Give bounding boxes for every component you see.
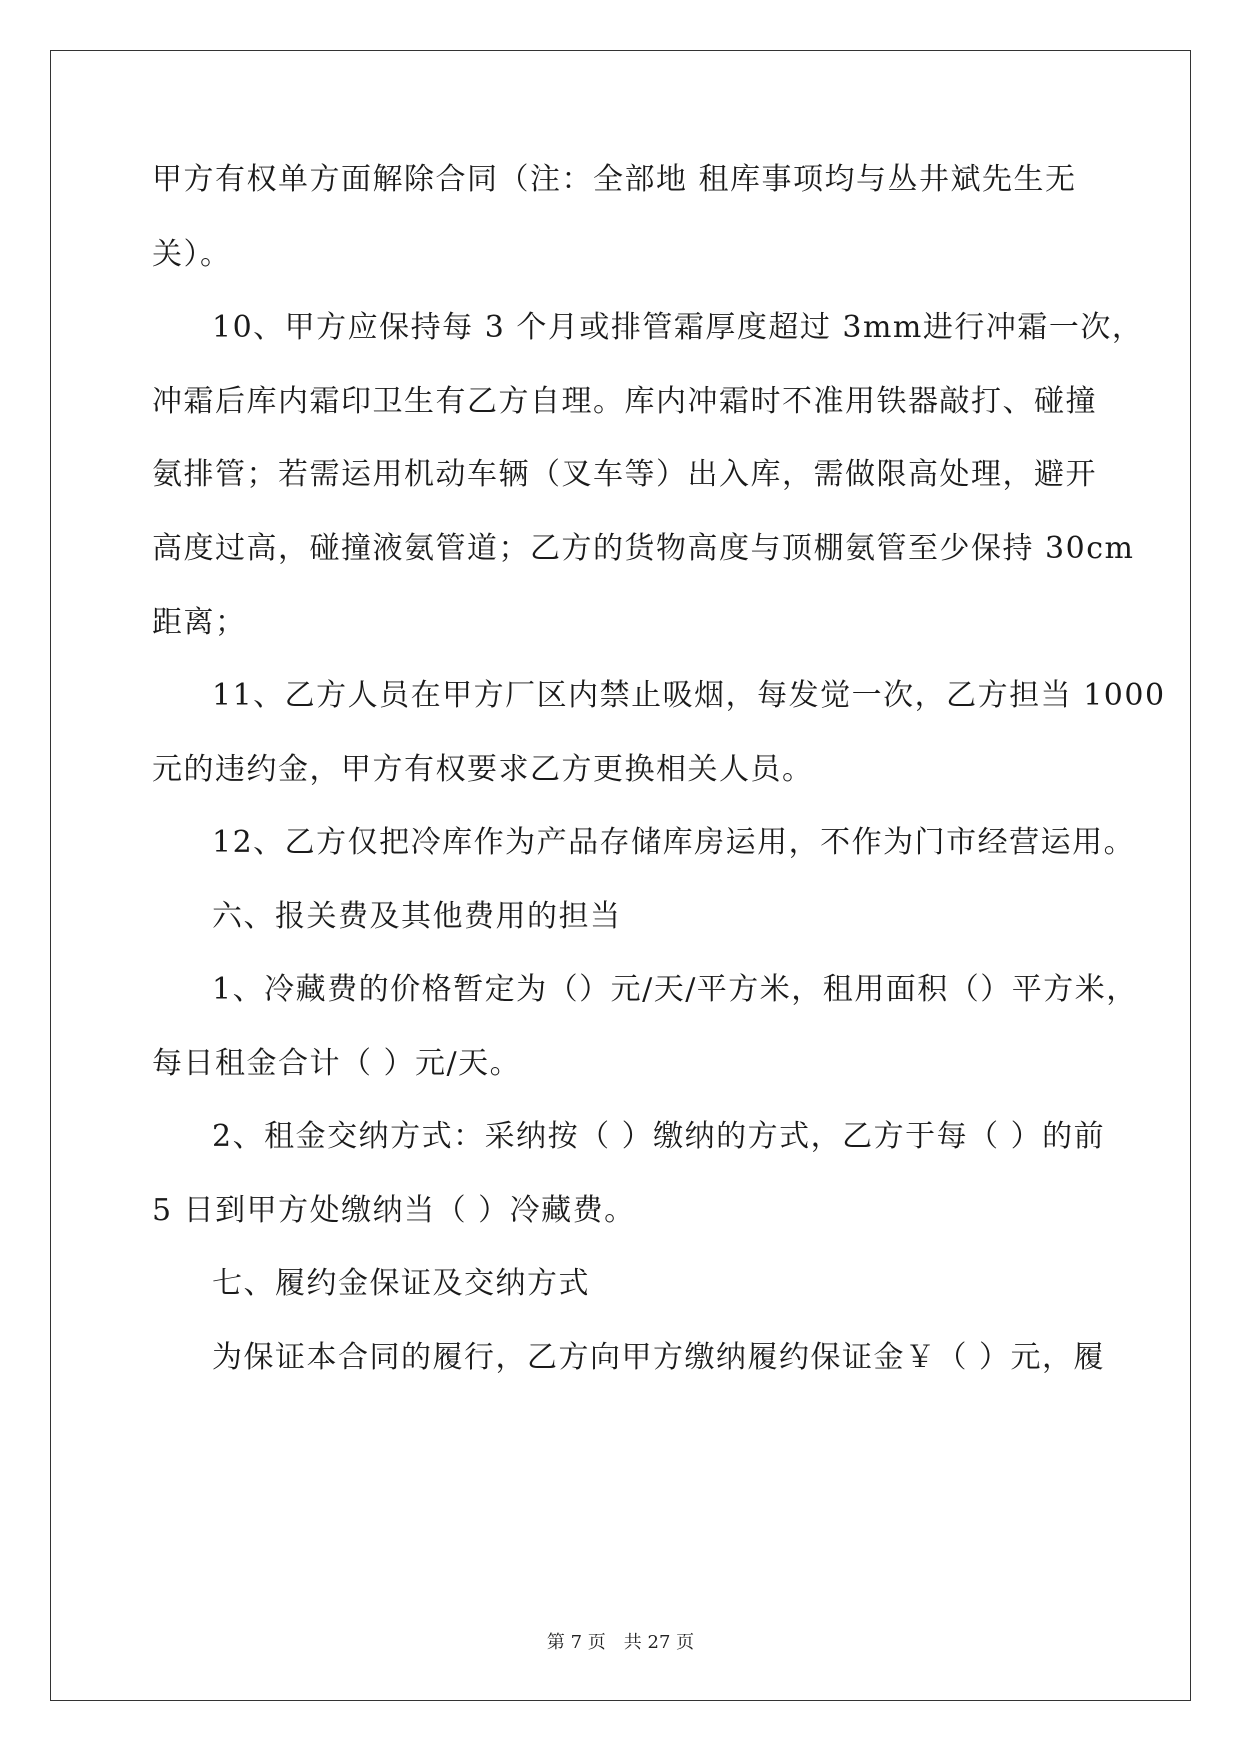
text-line: 高度过高，碰撞液氨管道；乙方的货物高度与顶棚氨管至少保持 30cm <box>152 531 1135 566</box>
text-line: 12、乙方仅把冷库作为产品存储库房运用，不作为门市经营运用。 <box>212 825 1136 860</box>
text-line: 10、甲方应保持每 3 个月或排管霜厚度超过 3mm进行冲霜一次， <box>212 310 1144 345</box>
text-line: 2、租金交纳方式：采纳按（ ）缴纳的方式，乙方于每（ ）的前 <box>212 1119 1106 1154</box>
text-line: 甲方有权单方面解除合同（注：全部地 租库事项均与丛井斌先生无 <box>152 162 1077 197</box>
page-number: 第 7 页 共 27 页 <box>546 1632 695 1653</box>
section-heading: 六、报关费及其他费用的担当 <box>212 899 622 934</box>
text-line: 为保证本合同的履行，乙方向甲方缴纳履约保证金￥（ ）元，履 <box>212 1340 1106 1375</box>
text-line: 距离； <box>152 605 247 640</box>
text-line: 关）。 <box>152 237 232 272</box>
text-line: 每日租金合计（ ）元/天。 <box>152 1046 522 1081</box>
text-line: 1、冷藏费的价格暂定为（）元/天/平方米，租用面积（）平方米， <box>212 972 1138 1007</box>
text-line: 元的违约金，甲方有权要求乙方更换相关人员。 <box>152 752 814 787</box>
text-line: 11、乙方人员在甲方厂区内禁止吸烟，每发觉一次，乙方担当 1000 <box>212 678 1166 713</box>
text-line: 氨排管；若需运用机动车辆（叉车等）出入库，需做限高处理，避开 <box>152 457 1097 492</box>
section-heading: 七、履约金保证及交纳方式 <box>212 1266 590 1301</box>
text-line: 冲霜后库内霜印卫生有乙方自理。库内冲霜时不准用铁器敲打、碰撞 <box>152 384 1097 419</box>
page-border <box>50 50 1191 1701</box>
text-line: 5 日到甲方处缴纳当（ ）冷藏费。 <box>152 1193 636 1228</box>
